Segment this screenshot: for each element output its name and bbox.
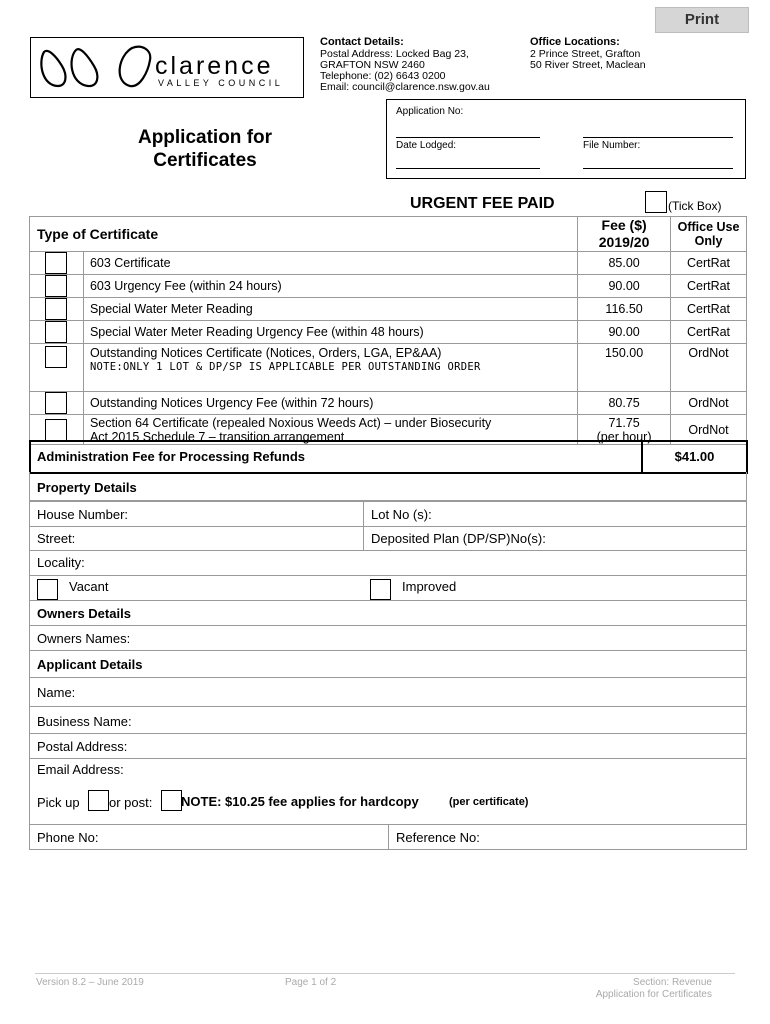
row-desc: Section 64 Certificate (repealed Noxious Weeds Act) – under Biosecurity [89,415,492,430]
print-button[interactable]: Print [655,7,749,33]
row-desc: Outstanding Notices Certificate (Notices, Orders, LGA, EP&AA) [89,346,442,360]
row-desc: 603 Urgency Fee (within 24 hours) [83,275,577,298]
street-label: Street: [37,531,76,546]
business-name-row [29,707,747,734]
improved-label: Improved [402,579,457,594]
row-fee: 71.75 [608,415,640,430]
admin-fee-value: $41.00 [674,449,715,464]
header-fee [578,217,671,252]
contact-line: GRAFTON NSW 2460 [320,59,425,71]
header-type: Type of Certificate [30,217,578,252]
applicant-heading-row [29,651,747,678]
owners-heading-row [29,601,747,626]
vacant-checkbox[interactable] [37,579,58,600]
post-label: or post: [109,795,153,810]
applicant-heading: Applicant Details [37,657,143,672]
contact-line: Telephone: (02) 6643 0200 [320,70,446,82]
row-fee: 90.00 [578,321,671,344]
contact-line: Email: council@clarence.nsw.gov.au [320,81,490,93]
row-desc-cell [83,344,577,392]
postal-address-row [29,734,747,758]
row-desc: Outstanding Notices Urgency Fee (within 72 hours) [83,392,577,415]
admin-fee-label: Administration Fee for Processing Refunds [37,449,305,464]
date-lodged-field[interactable] [396,168,540,169]
row-fee-2: (per hour) [596,429,652,444]
table-row [30,321,747,344]
table-row [30,298,747,321]
row-fee: 150.00 [578,344,671,392]
row-desc: Special Water Meter Reading Urgency Fee (within 48 hours) [83,321,577,344]
certificate-checkbox[interactable] [45,298,67,320]
vacant-improved-row [29,576,747,601]
row-desc: 603 Certificate [83,252,577,275]
urgent-fee-checkbox[interactable] [645,191,667,213]
certificate-checkbox[interactable] [45,419,67,441]
contact-line: Postal Address: Locked Bag 23, [320,48,469,60]
row-office: CertRat [671,321,747,344]
street-dp-row [29,526,747,551]
pickup-post-row [29,779,747,825]
office-line: 2 Prince Street, Grafton [530,48,641,60]
application-no-line-2[interactable] [583,137,733,138]
deposited-plan-label: Deposited Plan (DP/SP)No(s): [371,531,546,546]
locality-row [29,551,747,576]
contact-heading: Contact Details: [320,36,404,48]
phone-reference-divider [388,825,389,849]
certificate-checkbox[interactable] [45,252,67,274]
vacant-label: Vacant [69,579,109,594]
name-row [29,678,747,707]
owners-heading: Owners Details [37,606,131,621]
certificate-table [29,216,747,445]
reference-label: Reference No: [396,830,480,845]
pickup-label: Pick up [37,795,80,810]
footer-page: Page 1 of 2 [285,977,337,988]
application-no-line[interactable] [396,137,540,138]
file-number-field[interactable] [583,168,733,169]
urgent-fee-label: URGENT FEE PAID [410,195,555,212]
header-office-line-2: Only [694,234,723,248]
phone-label: Phone No: [37,830,99,845]
lot-no-label: Lot No (s): [371,507,432,522]
title-line-2: Certificates [153,150,257,171]
application-no-label: Application No: [396,106,464,117]
email-address-label: Email Address: [37,762,124,777]
house-lot-divider [363,502,364,526]
certificate-checkbox[interactable] [45,321,67,343]
pickup-checkbox[interactable] [88,790,109,811]
business-name-label: Business Name: [37,714,132,729]
table-row [30,392,747,415]
postal-address-label: Postal Address: [37,739,128,754]
table-header [30,217,747,252]
tick-box-label: (Tick Box) [668,199,722,213]
row-fee: 80.75 [578,392,671,415]
admin-fee-row [29,440,748,474]
property-heading-row [29,472,747,501]
page-title [100,126,310,172]
certificate-checkbox[interactable] [45,392,67,414]
post-checkbox[interactable] [161,790,182,811]
row-office: OrdNot [671,344,747,392]
footer-section: Section: Revenue [633,977,712,988]
header-fee-line-2: 2019/20 [598,234,650,250]
office-locations [530,37,646,71]
street-dp-divider [363,526,364,550]
row-fee: 90.00 [578,275,671,298]
office-line: 50 River Street, Maclean [530,59,646,71]
footer-version: Version 8.2 – June 2019 [36,977,144,988]
table-row [30,344,747,392]
header-office-use [671,217,747,252]
house-number-label: House Number: [37,507,129,522]
improved-checkbox[interactable] [370,579,391,600]
owners-names-label: Owners Names: [37,631,131,646]
locality-label: Locality: [37,555,85,570]
hardcopy-note: NOTE: $10.25 fee applies for hardcopy [181,794,419,809]
row-fee: 116.50 [578,298,671,321]
phone-reference-row [29,825,747,850]
header-fee-line-1: Fee ($) [601,217,647,233]
file-number-label: File Number: [583,140,641,151]
house-lot-row [29,501,747,527]
row-office: CertRat [671,298,747,321]
logo-subtitle: VALLEY COUNCIL [158,78,284,88]
name-label: Name: [37,685,76,700]
property-heading: Property Details [37,480,137,495]
owners-names-row [29,626,747,651]
email-address-row [29,758,747,779]
footer-rule [35,973,735,974]
logo-name: clarence [155,52,274,80]
table-row [30,275,747,298]
row-office: CertRat [671,252,747,275]
row-note: NOTE:ONLY 1 LOT & DP/SP IS APPLICABLE PER OUTSTANDING ORDER [89,361,481,373]
row-desc: Special Water Meter Reading [83,298,577,321]
row-office: OrdNot [671,392,747,415]
date-lodged-label: Date Lodged: [396,140,457,151]
row-office: CertRat [671,275,747,298]
table-row [30,252,747,275]
header-office-line-1: Office Use [677,220,740,234]
contact-details [320,37,490,93]
certificate-checkbox[interactable] [45,275,67,297]
footer-doc: Application for Certificates [595,989,712,1000]
row-office: OrdNot [671,415,747,445]
office-heading: Office Locations: [530,36,620,48]
hardcopy-note-small: (per certificate) [449,796,529,808]
title-line-1: Application for [137,127,273,148]
logo-icon [36,42,156,92]
application-box [386,99,746,179]
row-fee: 85.00 [578,252,671,275]
certificate-checkbox[interactable] [45,346,67,368]
row-desc-2: Act 2015 Schedule 7 – transition arrangement [89,429,345,444]
